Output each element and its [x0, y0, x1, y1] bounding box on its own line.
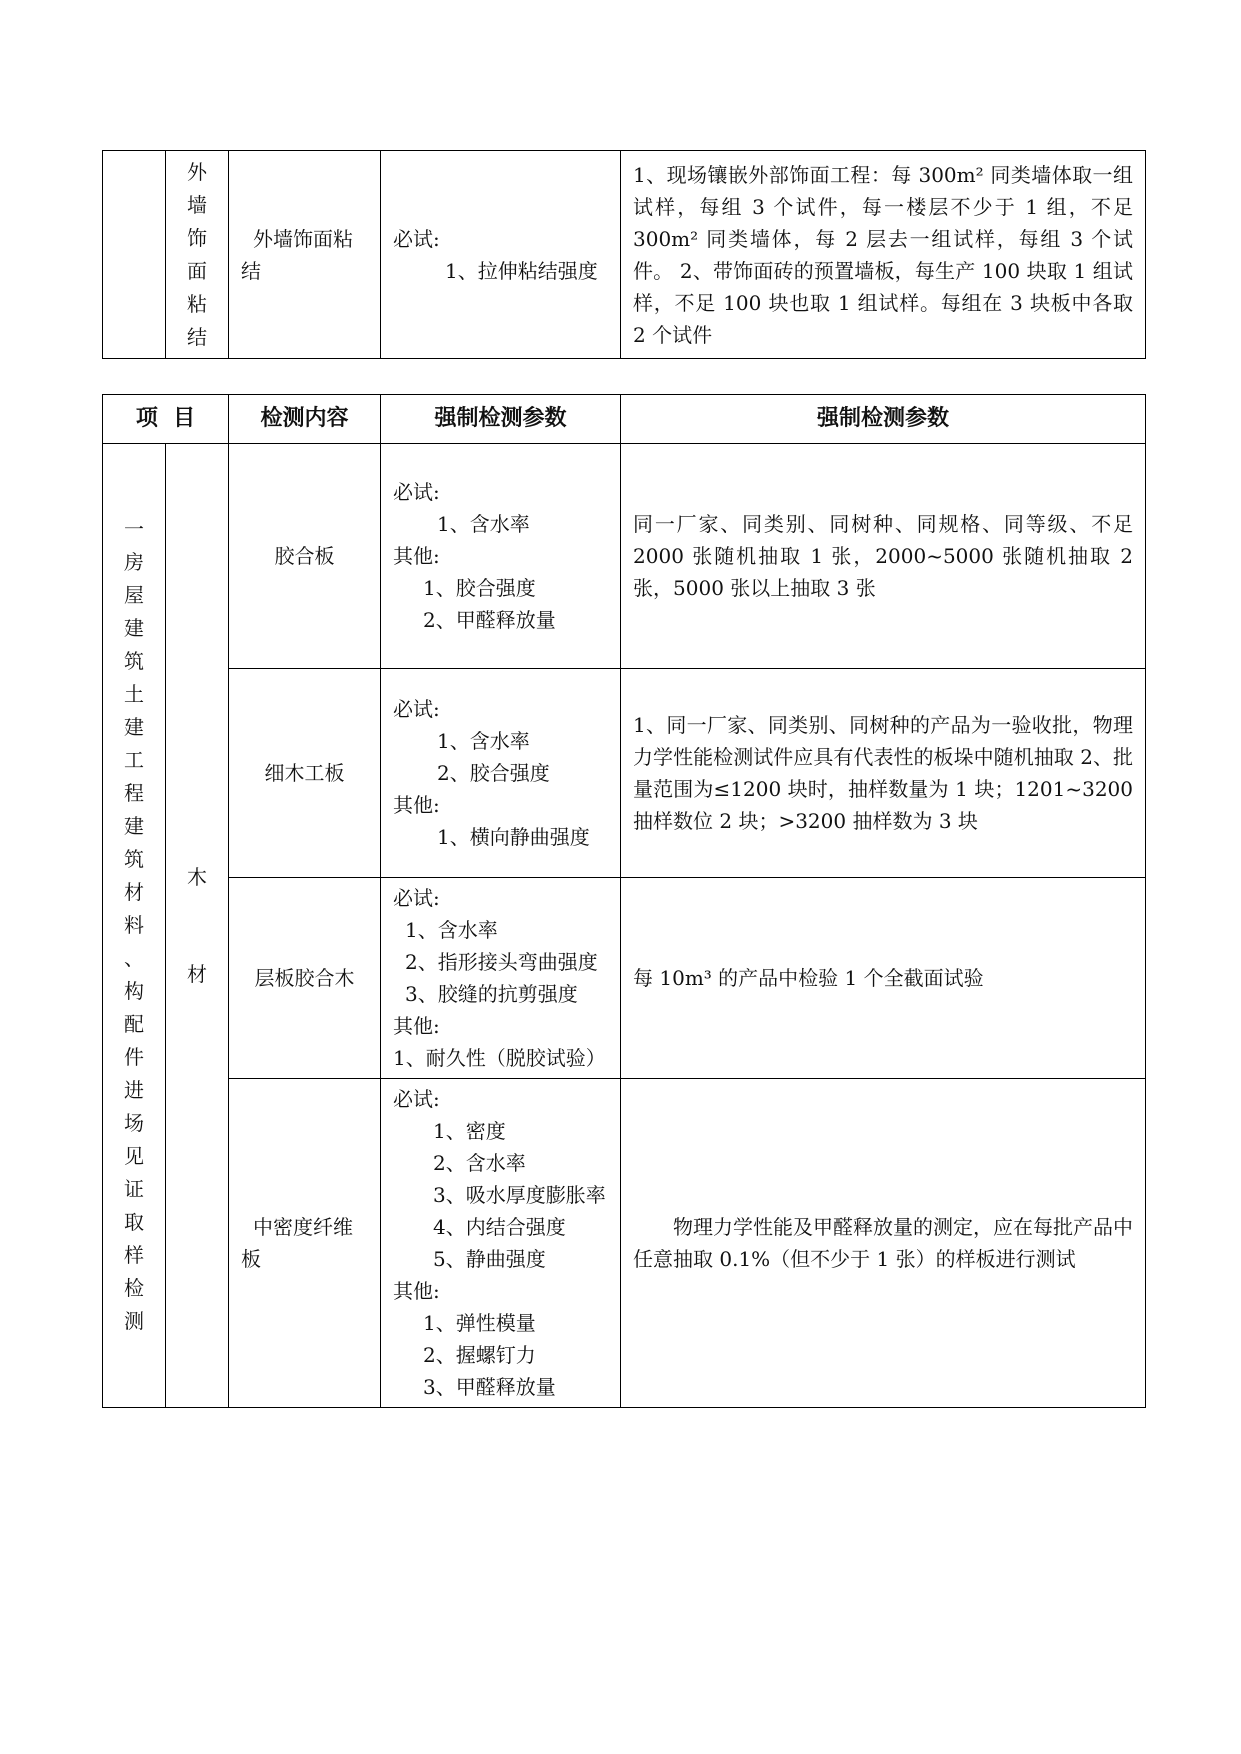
row-params-blockboard	[381, 669, 621, 878]
vertical-char: 墙	[187, 192, 207, 217]
vertical-char: 筑	[124, 847, 144, 871]
param-item: 3、胶缝的抗剪强度	[405, 982, 578, 1006]
vertical-char: 样	[124, 1243, 144, 1267]
param-item: 1、密度	[433, 1119, 506, 1143]
param-item: 1、横向静曲强度	[437, 825, 590, 849]
vertical-char: 、	[124, 946, 144, 970]
vertical-char: 程	[124, 781, 144, 805]
header-params: 强制检测参数	[381, 395, 621, 444]
header-sampling: 强制检测参数	[621, 395, 1146, 444]
row-content-blockboard: 细木工板	[229, 669, 381, 878]
empty-cell	[103, 151, 166, 359]
top-subcategory-cell	[166, 151, 229, 359]
vertical-char: 测	[124, 1309, 144, 1333]
top-sampling-cell	[621, 151, 1146, 359]
vertical-char: 屋	[124, 583, 144, 607]
param-item: 3、甲醛释放量	[423, 1375, 556, 1399]
sampling-text: 物理力学性能及甲醛释放量的测定，应在每批产品中任意抽取 0.1%（但不少于 1 张）的样板进行测试	[633, 1215, 1134, 1271]
top-table	[102, 150, 1146, 359]
param-item: 必试:	[393, 1087, 440, 1111]
param-item: 2、握螺钉力	[423, 1343, 536, 1367]
vertical-char: 进	[124, 1078, 144, 1102]
row-content-mdf	[229, 1079, 381, 1408]
row-content-glulam: 层板胶合木	[229, 878, 381, 1079]
param-item: 1、弹性模量	[423, 1311, 536, 1335]
row-content-plywood: 胶合板	[229, 444, 381, 669]
vertical-char: 工	[124, 748, 144, 772]
row-sampling-glulam: 每 10m³ 的产品中检验 1 个全截面试验	[621, 878, 1146, 1079]
vertical-char: 一	[124, 517, 144, 541]
param-item: 3、吸水厚度膨胀率	[433, 1183, 606, 1207]
header-content: 检测内容	[229, 395, 381, 444]
param-item: 1、拉伸粘结强度	[445, 258, 598, 283]
param-item: 4、内结合强度	[433, 1215, 566, 1239]
vertical-char: 证	[124, 1177, 144, 1201]
content-text: 中密度纤维板	[241, 1215, 354, 1271]
param-item: 1、含水率	[405, 918, 498, 942]
vertical-char: 建	[124, 616, 144, 640]
vertical-char: 配	[124, 1012, 144, 1036]
param-item: 必试:	[393, 886, 440, 910]
param-item: 1、含水率	[437, 729, 530, 753]
subcategory-cell	[166, 444, 229, 1408]
vertical-char: 见	[124, 1144, 144, 1168]
header-item: 项 目	[103, 395, 229, 444]
param-item: 其他:	[393, 1279, 440, 1303]
row-params-mdf	[381, 1079, 621, 1408]
param-item: 5、静曲强度	[433, 1247, 546, 1271]
vertical-char: 粘	[187, 291, 207, 316]
vertical-char: 材	[124, 880, 144, 904]
param-item: 必试:	[393, 480, 440, 504]
row-sampling-plywood: 同一厂家、同类别、同树种、同规格、同等级、不足 2000 张随机抽取 1 张，2000~5000 张随机抽取 2 张，5000 张以上抽取 3 张	[621, 444, 1146, 669]
vertical-char: 木	[187, 864, 207, 889]
vertical-char: 件	[124, 1045, 144, 1069]
param-item: 2、甲醛释放量	[423, 608, 556, 632]
row-params-glulam	[381, 878, 621, 1079]
param-item: 1、胶合强度	[423, 576, 536, 600]
param-item: 2、含水率	[433, 1151, 526, 1175]
vertical-char: 构	[124, 979, 144, 1003]
vertical-char: 房	[124, 550, 144, 574]
category-cell	[103, 444, 166, 1408]
vertical-char: 土	[124, 682, 144, 706]
content-text: 外墙饰面粘结	[241, 226, 353, 283]
param-item: 其他:	[393, 793, 440, 817]
vertical-char: 场	[124, 1111, 144, 1135]
main-table	[102, 394, 1146, 1408]
param-item: 1、耐久性（脱胶试验）	[393, 1046, 606, 1070]
params-label: 必试:	[393, 226, 440, 251]
row-sampling-blockboard: 1、同一厂家、同类别、同树种的产品为一验收批，物理力学性能检测试件应具有代表性的板垛中随机抽取 2、批量范围为≤1200 块时，抽样数量为 1 块；1201~3200 抽样数位 2 块；>3200 抽样数为 3 块	[621, 669, 1146, 878]
row-params-plywood	[381, 444, 621, 669]
vertical-char: 外	[187, 159, 207, 184]
param-item: 必试:	[393, 697, 440, 721]
vertical-char: 结	[187, 324, 207, 349]
row-sampling-mdf	[621, 1079, 1146, 1408]
vertical-char: 建	[124, 715, 144, 739]
vertical-char: 饰	[187, 225, 207, 250]
param-item: 2、指形接头弯曲强度	[405, 950, 598, 974]
vertical-char: 建	[124, 814, 144, 838]
sampling-text: 1、现场镶嵌外部饰面工程：每 300m² 同类墙体取一组试样，每组 3 个试件，每一楼层不少于 1 组，不足 300m² 同类墙体，每 2 层去一组试样，每组 3 个试件。 2、带饰面砖的预置墙板，每生产 100 块取 1 组试样，不足 100 块也取 1 组试样。每组在 3 块板中各取 2 个试件	[633, 162, 1133, 347]
param-item: 其他:	[393, 544, 440, 568]
vertical-char: 筑	[124, 649, 144, 673]
top-params-cell	[381, 151, 621, 359]
top-content-cell	[229, 151, 381, 359]
vertical-char: 材	[187, 961, 207, 986]
param-item: 其他:	[393, 1014, 440, 1038]
vertical-char: 料	[124, 913, 144, 937]
vertical-char: 面	[187, 258, 207, 283]
param-item: 2、胶合强度	[437, 761, 550, 785]
vertical-char: 取	[124, 1210, 144, 1234]
param-item: 1、含水率	[437, 512, 530, 536]
vertical-char: 检	[124, 1276, 144, 1300]
